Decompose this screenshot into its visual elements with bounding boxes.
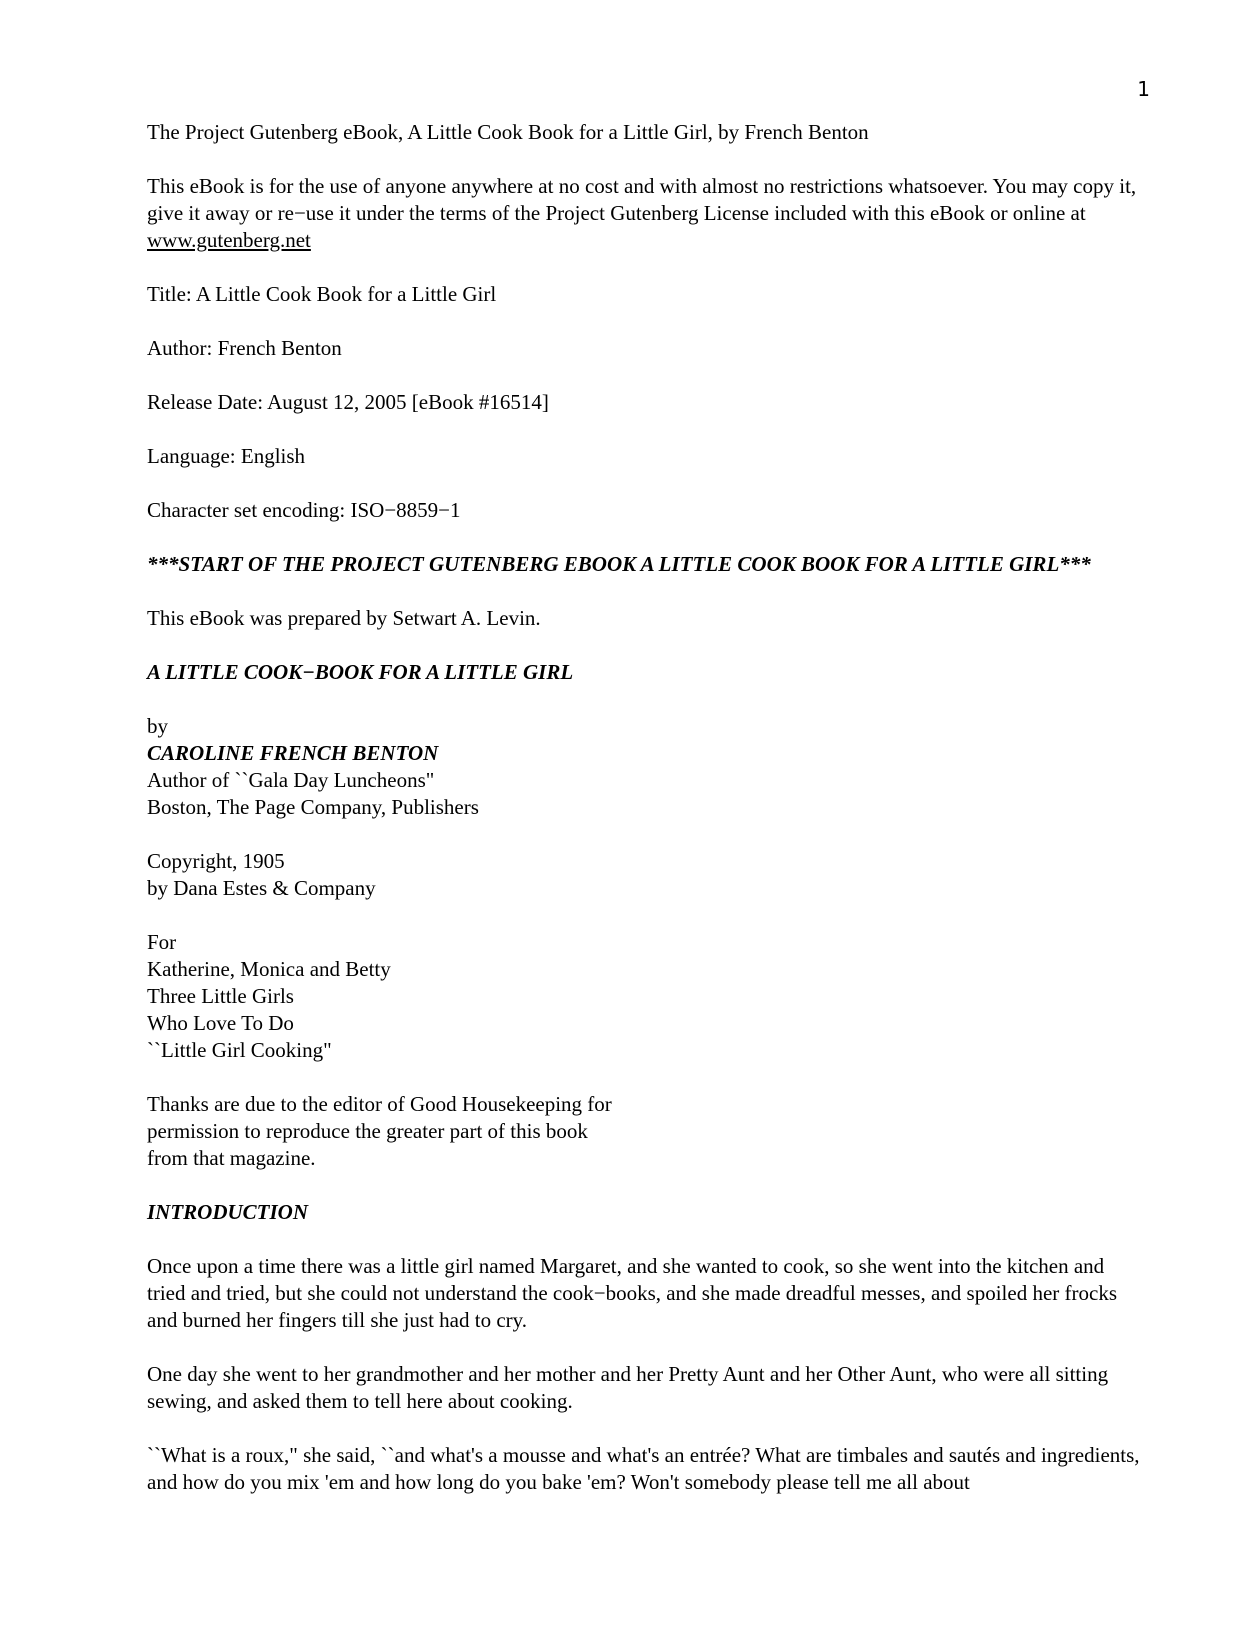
dedication-line: Katherine, Monica and Betty (147, 957, 391, 981)
meta-title: Title: A Little Cook Book for a Little Girl (147, 282, 497, 306)
meta-release-date: Release Date: August 12, 2005 [eBook #16514] (147, 390, 549, 414)
byline-by: by (147, 714, 168, 738)
byline (147, 713, 1143, 821)
intro-paragraph: Once upon a time there was a little girl named Margaret, and she wanted to cook, so she went into the kitchen and tried and tried, but she could not understand the cook−books, and she made dreadful messes, and spoiled her frocks and burned her fingers till she just had to cry. (147, 1254, 1118, 1332)
dedication (147, 929, 1143, 1064)
intro-paragraph: ``What is a roux," she said, ``and what's a mousse and what's an entrée? What are timbales and sautés and ingredients, and how do you mix 'em and how long do you bake 'em? Won't somebody please tell me all about (147, 1443, 1140, 1494)
meta-author: Author: French Benton (147, 336, 342, 360)
page-number: 1 (1137, 77, 1150, 101)
copyright-line: Copyright, 1905 (147, 849, 285, 873)
intro-heading: INTRODUCTION (147, 1200, 309, 1224)
copyright (147, 848, 1143, 902)
meta-encoding: Character set encoding: ISO−8859−1 (147, 498, 461, 522)
dedication-line: Three Little Girls (147, 984, 294, 1008)
start-marker: ***START OF THE PROJECT GUTENBERG EBOOK A LITTLE COOK BOOK FOR A LITTLE GIRL*** (147, 552, 1091, 576)
book-title: A LITTLE COOK−BOOK FOR A LITTLE GIRL (147, 660, 574, 684)
copyright-holder: by Dana Estes & Company (147, 876, 376, 900)
header-line: The Project Gutenberg eBook, A Little Cook Book for a Little Girl, by French Benton (147, 120, 869, 144)
dedication-line: For (147, 930, 177, 954)
thanks (147, 1091, 1143, 1172)
license-text: This eBook is for the use of anyone anywhere at no cost and with almost no restrictions whatsoever. You may copy it, give it away or re−use it under the terms of the Project Gutenberg License included with this eBook or online at (147, 174, 1137, 225)
byline-publisher: Boston, The Page Company, Publishers (147, 795, 479, 819)
gutenberg-link[interactable]: www.gutenberg.net (147, 228, 311, 252)
meta-language: Language: English (147, 444, 306, 468)
byline-author: CAROLINE FRENCH BENTON (147, 741, 439, 765)
thanks-line: Thanks are due to the editor of Good Housekeeping for (147, 1092, 612, 1116)
byline-author-of: Author of ``Gala Day Luncheons" (147, 768, 435, 792)
document-body (147, 119, 1143, 1523)
thanks-line: from that magazine. (147, 1146, 316, 1170)
prepared-by: This eBook was prepared by Setwart A. Levin. (147, 606, 541, 630)
dedication-line: Who Love To Do (147, 1011, 294, 1035)
thanks-line: permission to reproduce the greater part of this book (147, 1119, 588, 1143)
dedication-line: ``Little Girl Cooking" (147, 1038, 332, 1062)
intro-paragraph: One day she went to her grandmother and her mother and her Pretty Aunt and her Other Aunt, who were all sitting sewing, and asked them to tell here about cooking. (147, 1362, 1109, 1413)
license-paragraph (147, 173, 1143, 254)
